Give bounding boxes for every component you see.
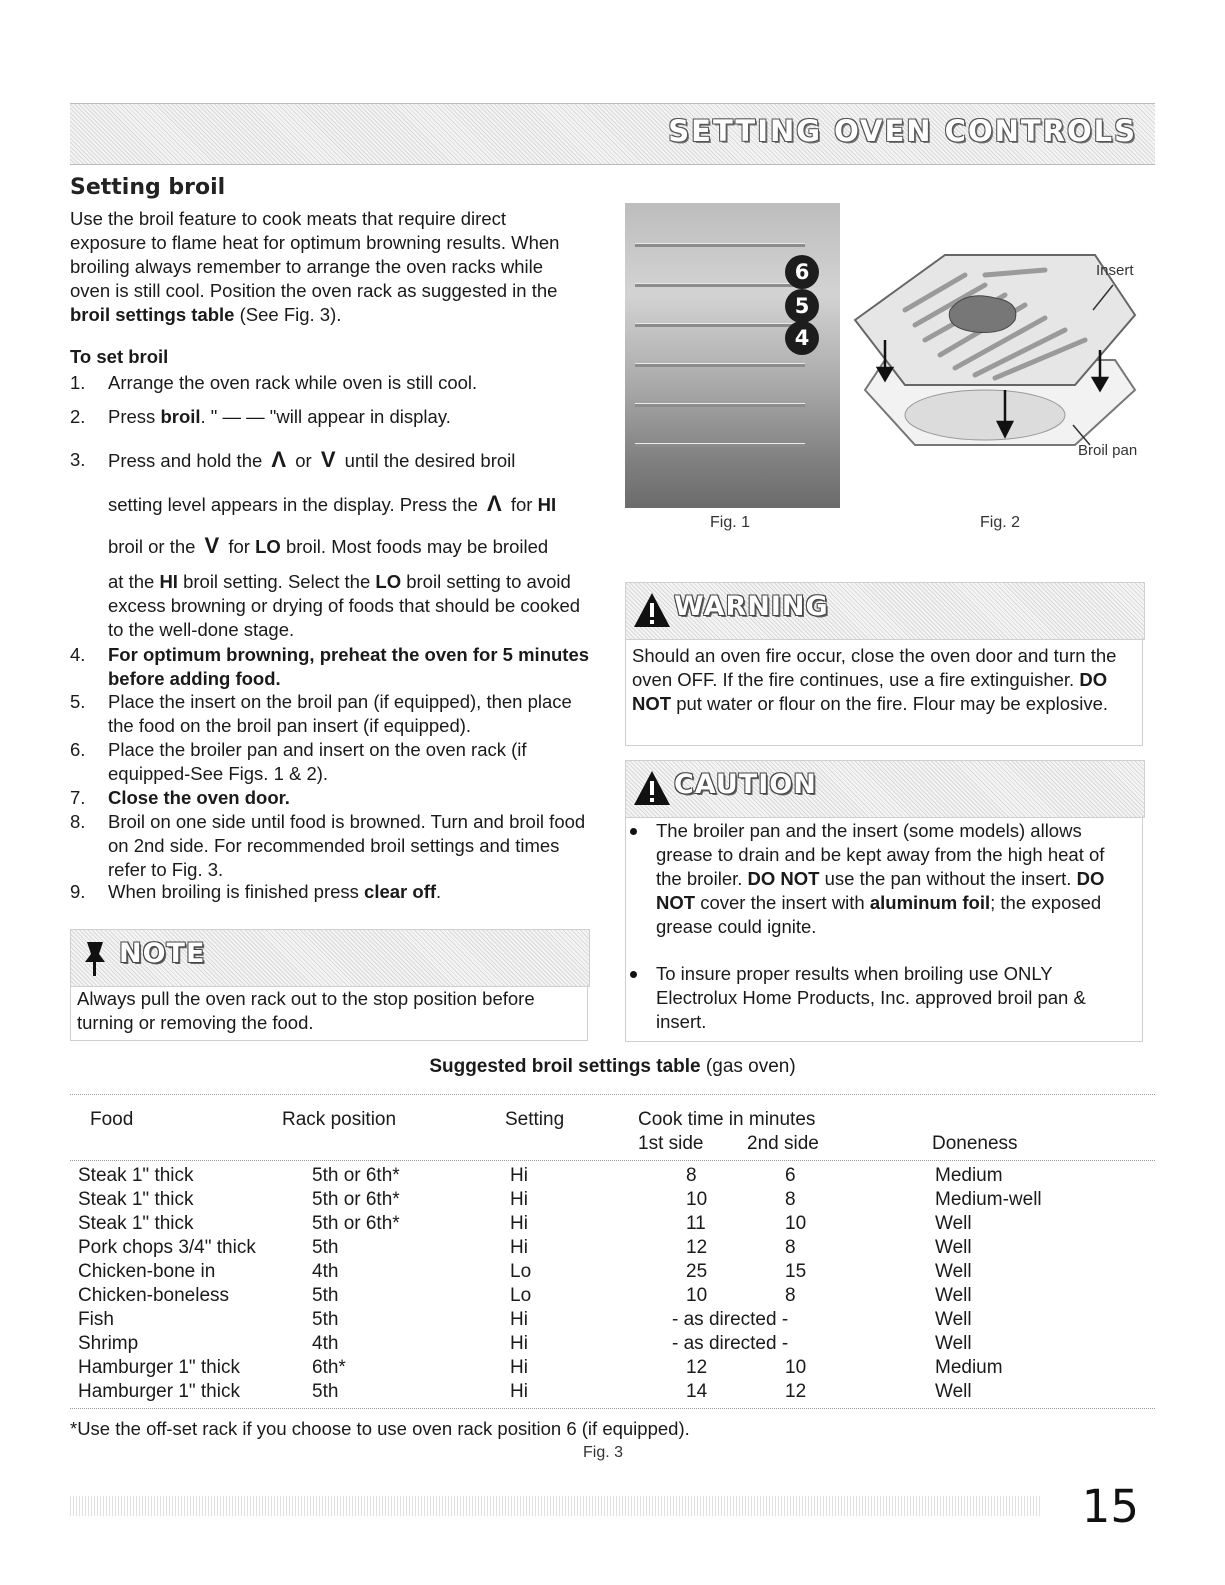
table-footnote: *Use the off-set rack if you choose to use oven rack position 6 (if equipped). [70, 1418, 690, 1439]
table-cell-doneness: Well [935, 1381, 972, 1402]
table-cell-food: Steak 1" thick [78, 1213, 194, 1234]
table-cell-food: Hamburger 1" thick [78, 1357, 240, 1378]
note-body: Always pull the oven rack out to the stop position before turning or removing the food. [70, 985, 588, 1041]
table-cell-setting: Hi [510, 1381, 528, 1402]
table-cell-rack: 5th [312, 1285, 339, 1306]
section-title: Setting broil [70, 175, 226, 200]
up-arrow-icon: Λ [271, 447, 287, 472]
table-cell-rack: 6th* [312, 1357, 346, 1378]
warning-header [625, 582, 1145, 640]
table-cell-second: 8 [785, 1189, 796, 1210]
note-title: NOTE [119, 938, 206, 969]
table-cell-first: 14 [686, 1381, 708, 1402]
table-cell-setting: Lo [510, 1285, 532, 1306]
fig2-caption: Fig. 2 [980, 514, 1021, 531]
subhead-to-set-broil: To set broil [70, 346, 169, 367]
insert-label: Insert [1096, 262, 1134, 279]
table-cell-setting: Hi [510, 1333, 528, 1354]
table-cell-food: Steak 1" thick [78, 1189, 194, 1210]
table-cell-first: 11 [686, 1213, 706, 1234]
header-rack-position: Rack position [282, 1109, 397, 1130]
down-arrow-icon: V [320, 447, 336, 472]
table-cell-doneness: Well [935, 1309, 972, 1330]
table-cell-second: 6 [785, 1165, 796, 1186]
bullet-dot-icon [630, 828, 637, 835]
table-title: Suggested broil settings table (gas oven) [429, 1056, 796, 1077]
note-header [70, 929, 590, 987]
table-cell-doneness: Medium [935, 1357, 1003, 1378]
table-cell-rack: 5th [312, 1381, 339, 1402]
header-1st-side: 1st side [638, 1133, 704, 1154]
table-cell-food: Pork chops 3/4" thick [78, 1237, 256, 1258]
table-cell-rack: 5th or 6th* [312, 1189, 400, 1210]
intro-paragraph: Use the broil feature to cook meats that require direct exposure to flame heat for optimum browning results. When broiling always remember to arrange the oven racks while oven is still cool. Position the oven rack as suggested in the broil settings table (See Fig. 3). [70, 208, 560, 325]
table-cell-setting: Hi [510, 1165, 528, 1186]
header-banner [70, 103, 1155, 165]
table-cell-first: 8 [686, 1165, 697, 1186]
table-cell-rack: 5th [312, 1237, 339, 1258]
table-cell-first: 10 [686, 1285, 708, 1306]
table-cell-setting: Hi [510, 1189, 528, 1210]
table-cell-second: 8 [785, 1237, 796, 1258]
bullet-dot-icon [630, 971, 637, 978]
down-arrow-icon: V [204, 533, 220, 558]
warning-title: WARNING [674, 591, 829, 622]
table-cell-second: 10 [785, 1357, 807, 1378]
table-cell-second: 15 [785, 1261, 807, 1282]
table-cell-setting: Hi [510, 1309, 528, 1330]
header-food: Food [90, 1109, 134, 1130]
broil-pan-label: Broil pan [1078, 442, 1138, 459]
rack-position-4-badge: 4 [785, 321, 819, 355]
table-cell-rack: 5th [312, 1309, 339, 1330]
table-cell-first: 12 [686, 1357, 708, 1378]
table-cell-setting: Lo [510, 1261, 532, 1282]
table-cell-rack: 4th [312, 1333, 339, 1354]
table-cell-doneness: Medium [935, 1165, 1003, 1186]
fig1-caption: Fig. 1 [710, 514, 751, 531]
pushpin-icon [77, 938, 113, 978]
table-cell-doneness: Medium-well [935, 1189, 1042, 1210]
table-cell-food: Hamburger 1" thick [78, 1381, 240, 1402]
header-doneness: Doneness [932, 1133, 1018, 1154]
fig3-caption: Fig. 3 [583, 1444, 624, 1461]
table-cell-first: 12 [686, 1237, 708, 1258]
table-cell-span: - as directed - [672, 1333, 789, 1354]
table-cell-setting: Hi [510, 1237, 528, 1258]
table-cell-food: Chicken-boneless [78, 1285, 230, 1306]
caution-triangle-icon [632, 769, 672, 807]
table-cell-second: 10 [785, 1213, 807, 1234]
table-cell-doneness: Well [935, 1237, 972, 1258]
table-cell-span: - as directed - [672, 1309, 789, 1330]
caution-title: CAUTION [674, 769, 817, 800]
page-title: SETTING OVEN CONTROLS [668, 114, 1137, 148]
table-cell-doneness: Well [935, 1285, 972, 1306]
page-number: 15 [1081, 1480, 1139, 1533]
warning-body: Should an oven fire occur, close the oven door and turn the oven OFF. If the fire continues, use a fire extinguisher. DO NOT put water or flour on the fire. Flour may be explosive. [625, 638, 1143, 746]
table-cell-rack: 5th or 6th* [312, 1213, 400, 1234]
table-cell-rack: 4th [312, 1261, 339, 1282]
header-cook-time: Cook time in minutes [638, 1109, 816, 1130]
table-cell-setting: Hi [510, 1213, 528, 1234]
table-cell-food: Fish [78, 1309, 114, 1330]
table-cell-food: Steak 1" thick [78, 1165, 194, 1186]
warning-triangle-icon [632, 591, 672, 629]
table-cell-food: Chicken-bone in [78, 1261, 216, 1282]
fig1-oven-racks-photo [625, 203, 840, 508]
rack-position-6-badge: 6 [785, 255, 819, 289]
footer-bar [70, 1496, 1040, 1516]
table-cell-doneness: Well [935, 1213, 972, 1234]
table-cell-setting: Hi [510, 1357, 528, 1378]
up-arrow-icon: Λ [487, 491, 502, 516]
table-cell-rack: 5th or 6th* [312, 1165, 400, 1186]
table-cell-food: Shrimp [78, 1333, 139, 1354]
table-cell-first: 25 [686, 1261, 708, 1282]
header-2nd-side: 2nd side [747, 1133, 819, 1154]
table-cell-second: 8 [785, 1285, 796, 1306]
caution-header [625, 760, 1145, 818]
table-cell-first: 10 [686, 1189, 708, 1210]
table-cell-doneness: Well [935, 1333, 972, 1354]
rack-position-5-badge: 5 [785, 289, 819, 323]
table-cell-second: 12 [785, 1381, 807, 1402]
header-setting: Setting [505, 1109, 565, 1130]
table-cell-doneness: Well [935, 1261, 972, 1282]
